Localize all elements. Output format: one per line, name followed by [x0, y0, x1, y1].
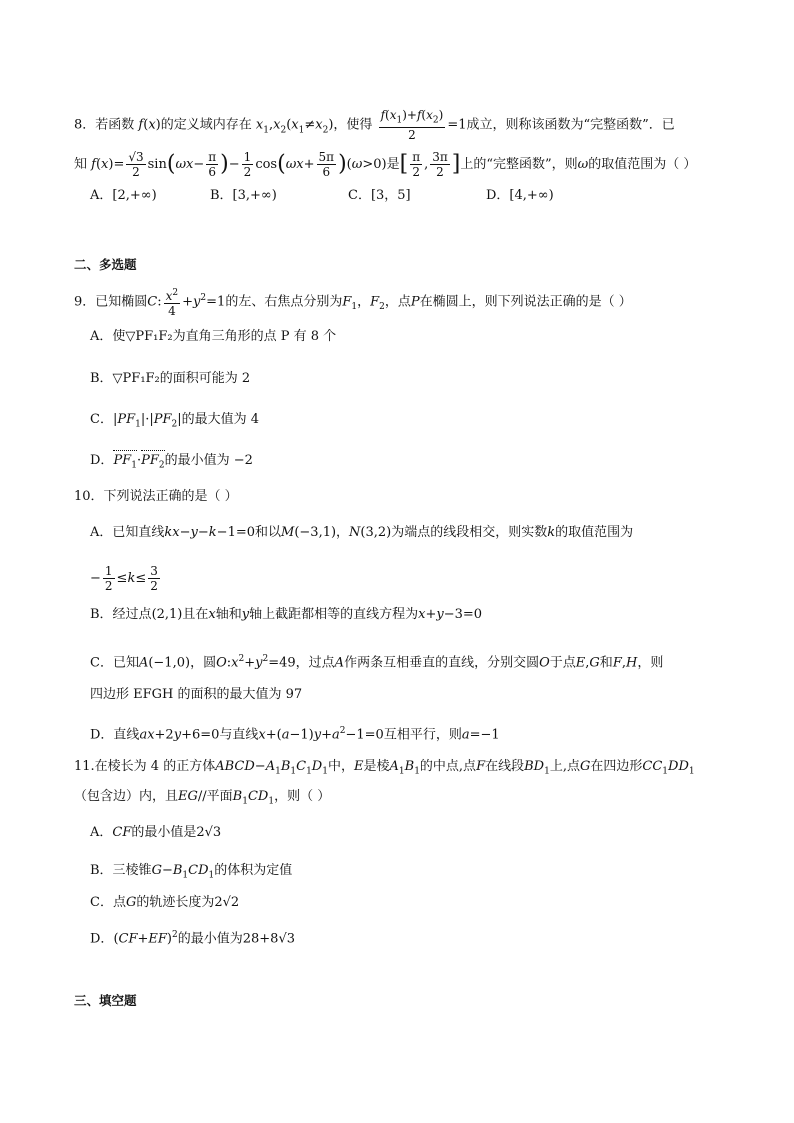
- q8-text: 8．若函数: [74, 117, 135, 133]
- q9-text: ，点: [384, 294, 411, 310]
- q10-text: ，则: [637, 655, 664, 671]
- q10-text: 轴上截距都相等的直线方程为: [249, 607, 419, 622]
- q11-text: 是棱: [363, 759, 390, 774]
- q9-option-d: D．$PF_1\cdot PF_2$的最小值为 −2: [90, 452, 253, 475]
- q10-text: 为端点的线段相交，则实数: [391, 525, 548, 540]
- q9-option-b: B．▽PF₁F₂的面积可能为 2: [90, 371, 251, 386]
- q9-text: 的左、右焦点分别为: [225, 294, 343, 310]
- q11-text: 的体积为定值: [214, 863, 293, 878]
- q11-text: 的轨迹长度为: [136, 895, 215, 910]
- q10-option-c: C．已知A(−1,0)，圆$O:x^2+y^2=49$，过点A作两条互相垂直的直线，分别交圆O于点E,G和F,H，则: [90, 654, 664, 671]
- q11-text: 上,点: [549, 759, 580, 774]
- q9-option-a: A．使▽PF₁F₂为直角三角形的点 P 有 8 个: [90, 329, 337, 344]
- q10-stem: 10．下列说法正确的是（ ）: [74, 489, 238, 504]
- q9-stem: 9．已知椭圆C: $\frac{x^2}{4}$ $+y^2=1$的左、右焦点分别为$F_1$，$F_2$，点P在椭圆上，则下列说法正确的是（ ）: [74, 288, 632, 318]
- q10-text: B．经过点: [90, 607, 152, 622]
- q11-text: 在线段: [485, 759, 525, 774]
- q11-text: A．: [90, 825, 113, 840]
- q9-text: 在椭圆上，则下列说法正确的是（ ）: [419, 294, 632, 310]
- q8-text: 的定义域内存在: [160, 117, 252, 133]
- q10-text: 和以: [255, 525, 282, 540]
- q8-line1: 8．若函数 f(x)的定义域内存在 $x_1,x_2(x_1\ne x_2)$，使得 $\frac{f(x_1)+f(x_2)}{2}$ =1成立，则称该函数为“完整函数”．已: [74, 108, 675, 143]
- q11-line1: 11.在棱长为 4 的正方体$ABCD-A_1B_1C_1D_1$中，E是棱$A_1B_1$的中点,点F在线段$BD_1$上,点G在四边形$CC_1DD_1$: [74, 759, 695, 777]
- q10-option-c-line2: 四边形 EFGH 的面积的最大值为 97: [90, 687, 303, 702]
- q10-text: 作两条互相垂直的直线，分别交圆: [344, 655, 540, 671]
- q8-text: 知: [74, 157, 88, 172]
- q11-text: ，则（ ）: [274, 789, 331, 804]
- q10-text: C．已知: [90, 655, 139, 671]
- q10-text: A．已知直线: [90, 525, 165, 540]
- q11-text: B．三棱锥: [90, 863, 152, 878]
- q11-text: 中，: [327, 759, 354, 774]
- q10-option-a-range: − $\frac{1}{2}$ ≤k≤ $\frac{3}{2}$: [90, 564, 158, 593]
- q8-option-d: D．[4,+∞): [486, 188, 554, 203]
- q9-option-c: C．$|PF_1|\cdot|PF_2|$的最大值为 4: [90, 412, 260, 430]
- q8-text: 上的“完整函数”，则: [460, 157, 578, 172]
- q8-text: 成立，则称该函数为“完整函数”．已: [466, 117, 675, 133]
- q9-text: 的最小值为 −2: [164, 453, 253, 468]
- q11-text: 的最小值是: [131, 825, 197, 840]
- q9-text: D．: [90, 453, 114, 468]
- q11-text: （包含边）内，且: [74, 789, 179, 804]
- q10-text: 和: [599, 655, 613, 671]
- q8-text: ，使得: [333, 117, 373, 133]
- q11-line2: （包含边）内，且EG//平面$B_1CD_1$，则（ ）: [74, 789, 331, 807]
- q11-option-b: B．三棱锥$G-B_1CD_1$的体积为定值: [90, 863, 293, 881]
- section-heading-fill: 三、填空题: [74, 993, 137, 1008]
- q11-option-a: A．CF的最小值是2√3: [90, 825, 222, 840]
- q9-text: 9．已知椭圆: [74, 294, 148, 310]
- q10-text: ，圆: [190, 655, 217, 671]
- q9-text: C．: [90, 412, 113, 427]
- q8-option-a: A．[2,+∞): [90, 188, 157, 203]
- q9-text: 的最大值为 4: [181, 412, 260, 427]
- q11-text: 平面: [206, 789, 233, 804]
- q11-text: 在四边形: [590, 759, 643, 774]
- q10-text: 轴和: [215, 607, 242, 622]
- q10-text: D．直线: [90, 727, 140, 743]
- q10-text: 互相平行，则: [383, 727, 462, 743]
- q10-text: ，过点: [295, 655, 335, 671]
- q8-line2: 知 f(x)= $\frac{√3}{2}$ sin(ωx− $\frac{\pi}{6}$ )− $\frac{1}{2}$ cos(ωx+ $\frac{5\pi}{6}$ )(ω>0)是[ $\frac{\pi}{2}$ , $\frac{3\pi}{2}$ ]上的“完整函数”，则ω的取值范围为（ ）: [74, 150, 697, 179]
- q11-text: 11.在棱长为 4 的正方体: [74, 759, 216, 774]
- section-heading-multi: 二、多选题: [74, 257, 137, 272]
- q11-text: C．点: [90, 895, 126, 910]
- q8-option-b: B．[3,+∞): [210, 188, 277, 203]
- q11-text: 的最小值为: [177, 931, 243, 947]
- q8-option-c: C．[3，5]: [348, 188, 411, 203]
- q11-option-c: C．点G的轨迹长度为2√2: [90, 895, 240, 910]
- q10-text: 与直线: [219, 727, 259, 743]
- q10-option-d: D．直线ax+2y+6=0与直线$x+(a-1)y+a^2-1=0$互相平行，则a=−1: [90, 726, 500, 743]
- q8-text: 是: [386, 157, 400, 172]
- q11-text: D．: [90, 931, 114, 947]
- q10-text: 的取值范围为: [555, 525, 634, 540]
- q11-text: 的中点,点: [419, 759, 477, 774]
- q11-option-d: D．$(CF+EF)^2$的最小值为28+8√3: [90, 930, 295, 947]
- q10-option-b: B．经过点(2,1)且在x轴和y轴上截距都相等的直线方程为x+y−3=0: [90, 607, 483, 622]
- q10-text: 且在: [182, 607, 209, 622]
- q10-text: 于点: [549, 655, 576, 671]
- q8-fraction: $\frac{f(x_1)+f(x_2)}{2}$: [380, 108, 444, 143]
- q10-option-a: A．已知直线kx−y−k−1=0和以M(−3,1)，N(3,2)为端点的线段相交，则实数k的取值范围为: [90, 525, 634, 540]
- q8-text: 的取值范围为（ ）: [588, 157, 697, 172]
